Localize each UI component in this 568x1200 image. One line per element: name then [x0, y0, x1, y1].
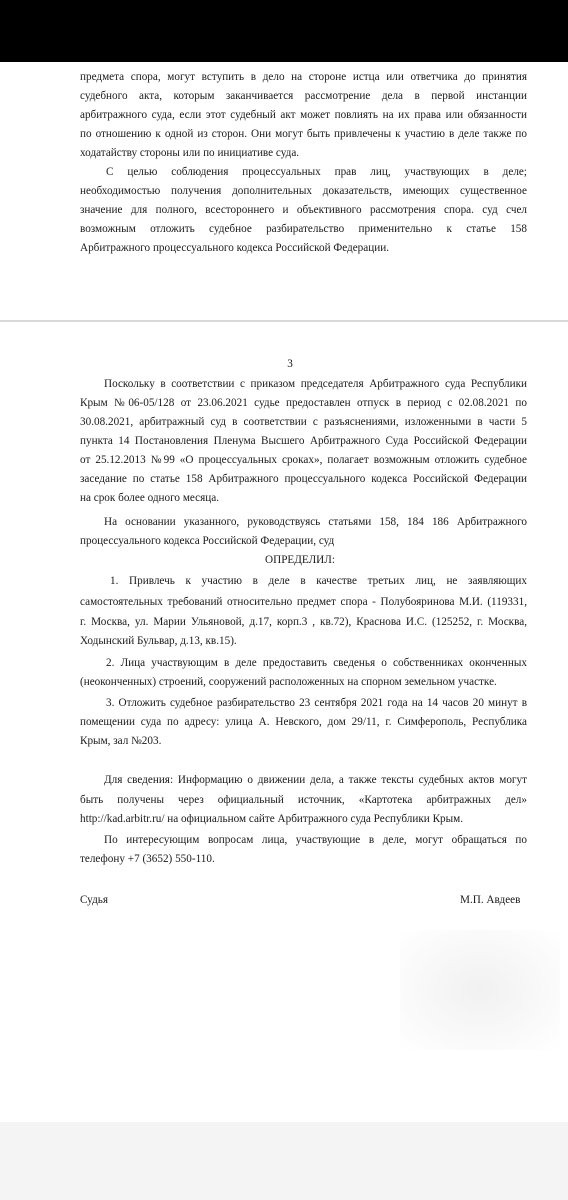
p2-info2-line: телефону +7 (3652) 550-110.: [80, 853, 215, 865]
p1-line: необходимостью получения дополнительных доказательств, имеющих существенное: [80, 185, 527, 197]
p2-para1-line: от 25.12.2013 №99 «О процессуальных сроках», полагает возможным отложить судебное: [80, 454, 527, 466]
p2-item2-line: (неоконченных) строений, сооружений расположенных на спорном земельном участке.: [80, 676, 497, 688]
p2-para1-line: заседание по статье 158 Арбитражного процессуального кодекса Российской Федерации: [80, 473, 527, 485]
p1-line: значение для полного, всестороннего и объективного рассмотрения спора. суд счел: [80, 204, 527, 216]
p2-item1-line: г. Москва, ул. Марии Ульяновой, д.17, корп.3 , кв.72), Краснова И.С. (125252, г. Москва,: [80, 616, 527, 628]
p2-info2-line: По интересующим вопросам лица, участвующие в деле, могут обращаться по: [104, 834, 527, 846]
p1-line: судебного акта, которым заканчивается рассмотрение дела в первой инстанции: [80, 90, 527, 102]
ruling-heading: ОПРЕДЕЛИЛ:: [265, 554, 335, 566]
p2-info1-line: быть получены через официальный источник, «Картотека арбитражных дел»: [80, 794, 527, 806]
p2-para1-line: 30.08.2021, арбитражный суд в соответствии с разъяснениями, изложенными в части 5: [80, 416, 527, 428]
p2-item1-line: 1. Привлечь к участию в деле в качестве третьих лиц, не заявляющих: [110, 575, 527, 587]
p1-line: ходатайству стороны или по инициативе суда.: [80, 147, 300, 159]
p2-info1-line: http://kad.arbitr.ru/ на официальном сайте Арбитражного суда Республики Крым.: [80, 813, 464, 825]
p2-item3-line: помещении суда по адресу: улица А. Невского, дом 29/11, г. Симферополь, Республика: [80, 716, 527, 728]
signature-name: М.П. Авдеев: [460, 894, 521, 906]
p2-para1-line: на срок более одного месяца.: [80, 492, 220, 504]
p2-para1-line: Поскольку в соответствии с приказом председателя Арбитражного суда Республики: [104, 378, 527, 390]
page-number: 3: [287, 358, 293, 370]
p2-para1-line: Крым №06-05/128 от 23.06.2021 судье предоставлен отпуск в период с 02.08.2021 по: [80, 397, 527, 409]
p2-item1-line: самостоятельных требований относительно предмет спора - Полубояринова М.И. (119331,: [80, 596, 527, 608]
p2-para2-line: На основании указанного, руководствуясь статьями 158, 184 186 Арбитражного: [104, 516, 527, 528]
p1-line: возможным отложить судебное разбирательство применительно к статье 158: [80, 223, 527, 235]
scan-smudge: [400, 930, 560, 1050]
p2-para1-line: пункта 14 Постановления Пленума Высшего Арбитражного Суда Российской Федерации: [80, 435, 527, 447]
p2-item1-line: Ходынский Бульвар, д.13, кв.15).: [80, 635, 237, 647]
bottom-bar: [0, 1122, 568, 1200]
top-black-bar: [0, 0, 568, 62]
p2-para2-line: процессуального кодекса Российской Федерации, суд: [80, 535, 335, 547]
p1-line: арбитражного суда, если этот судебный акт может повлиять на их права или обязанности: [80, 109, 527, 121]
p2-info1-line: Для сведения: Информацию о движении дела, а также тексты судебных актов могут: [104, 774, 527, 786]
p1-line: С целью соблюдения процессуальных прав лиц, участвующих в деле;: [106, 166, 527, 178]
p2-item2-line: 2. Лица участвующим в деле предоставить сведенья о собственниках оконченных: [106, 657, 527, 669]
p1-line: по отношению к одной из сторон. Они могут быть привлечены к участию в деле также по: [80, 128, 527, 140]
p1-line: Арбитражного процессуального кодекса Российской Федерации.: [80, 242, 389, 254]
p2-item3-line: Крым, зал №203.: [80, 735, 162, 747]
p2-item3-line: 3. Отложить судебное разбирательство 23 сентября 2021 года на 14 часов 20 минут в: [106, 697, 527, 709]
p1-line: предмета спора, могут вступить в дело на стороне истца или ответчика до принятия: [80, 71, 527, 83]
signature-label: Судья: [80, 894, 109, 906]
